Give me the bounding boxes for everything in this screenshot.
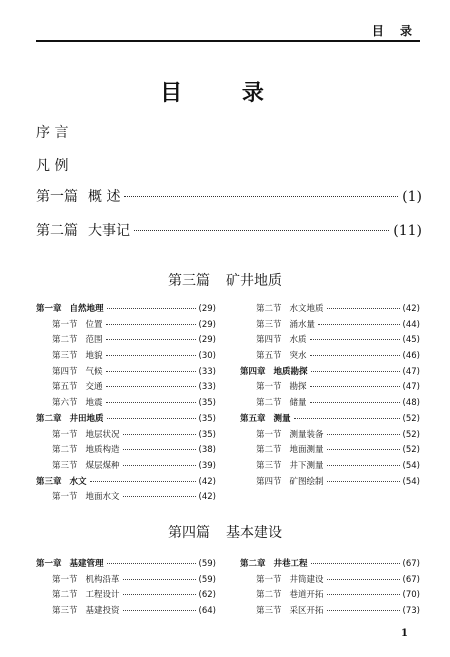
entry-page: (73) xyxy=(402,606,420,617)
entry-page: (52) xyxy=(402,429,420,440)
toc-section-row[interactable] xyxy=(240,459,420,475)
toc-section-row[interactable] xyxy=(240,604,420,620)
entry-label xyxy=(52,380,103,392)
page-number: 1 xyxy=(401,628,408,639)
entry-label: 序 言 xyxy=(36,125,69,141)
entry-number: 第二节 xyxy=(256,398,282,409)
entry-number: 第三节 xyxy=(256,606,282,617)
toc-section-row[interactable] xyxy=(36,318,216,334)
dot-leader xyxy=(123,434,196,435)
dot-leader xyxy=(123,594,196,595)
entry-label xyxy=(256,573,324,585)
dot-leader xyxy=(107,308,196,309)
entry-label xyxy=(52,573,120,585)
entry-label xyxy=(256,380,307,392)
toc-entry-preface[interactable] xyxy=(36,122,422,144)
toc-section-row[interactable] xyxy=(36,588,216,604)
entry-label xyxy=(256,443,324,455)
entry-number: 第二节 xyxy=(52,445,78,456)
entry-name: 地质勘探 xyxy=(273,366,308,377)
entry-label xyxy=(256,475,324,487)
dot-leader xyxy=(123,465,196,466)
toc-section-row[interactable] xyxy=(240,396,420,412)
entry-page: (67) xyxy=(402,574,420,585)
dot-leader xyxy=(107,418,196,419)
toc-section-row[interactable] xyxy=(36,443,216,459)
entry-label xyxy=(52,490,120,502)
entry-number: 第一章 xyxy=(36,304,62,314)
entry-name: 测量装备 xyxy=(289,429,324,440)
toc-chapter-row[interactable] xyxy=(240,365,420,381)
entry-name: 基建投资 xyxy=(85,606,120,617)
toc-section-row[interactable] xyxy=(240,349,420,365)
toc-section-row[interactable] xyxy=(36,380,216,396)
entry-number: 第四节 xyxy=(256,476,282,487)
entry-number: 第五节 xyxy=(256,351,282,362)
entry-number: 第一节 xyxy=(52,492,78,503)
entry-number: 第三节 xyxy=(256,460,282,471)
dot-leader xyxy=(327,481,400,482)
dot-leader xyxy=(90,481,196,482)
entry-page: (44) xyxy=(402,319,420,330)
dot-leader xyxy=(327,449,400,450)
entry-label xyxy=(240,365,308,377)
entry-page: (45) xyxy=(402,335,420,346)
header-title: 目 录 xyxy=(371,24,418,38)
entry-page: (62) xyxy=(198,590,216,601)
entry-label xyxy=(52,459,120,471)
entry-name: 交通 xyxy=(85,382,103,393)
entry-label xyxy=(52,588,120,600)
dot-leader xyxy=(318,324,400,325)
entry-number: 第三节 xyxy=(52,606,78,617)
entry-page: (30) xyxy=(198,351,216,362)
toc-section-row[interactable] xyxy=(240,443,420,459)
header-rule xyxy=(36,40,420,42)
dot-leader xyxy=(106,371,196,372)
entry-number: 第一节 xyxy=(52,429,78,440)
dot-leader xyxy=(106,339,196,340)
entry-label xyxy=(240,557,308,569)
dot-leader xyxy=(327,579,400,580)
dot-leader xyxy=(327,610,400,611)
entry-label xyxy=(36,302,104,314)
entry-name: 测量 xyxy=(273,413,291,424)
dot-leader xyxy=(106,355,196,356)
dot-leader xyxy=(310,339,400,340)
toc-section-row[interactable] xyxy=(240,475,420,491)
toc-section-row[interactable] xyxy=(36,428,216,444)
entry-name: 地貌 xyxy=(85,351,103,362)
entry-number: 第一节 xyxy=(256,382,282,393)
entry-name: 地面测量 xyxy=(289,445,324,456)
entry-label xyxy=(52,365,103,377)
entry-page: (29) xyxy=(198,319,216,330)
entry-number: 第一节 xyxy=(256,429,282,440)
entry-number: 第一章 xyxy=(36,559,62,569)
dot-leader xyxy=(327,594,400,595)
entry-page: (47) xyxy=(402,366,420,377)
entry-label xyxy=(256,459,324,471)
entry-page: (33) xyxy=(198,382,216,393)
entry-label: 凡 例 xyxy=(36,158,69,174)
part4-left-column xyxy=(36,557,216,620)
entry-name: 自然地理 xyxy=(69,304,104,314)
entry-page: (52) xyxy=(402,445,420,456)
entry-number: 第四节 xyxy=(52,366,78,377)
entry-number: 第三节 xyxy=(52,351,78,362)
part4-right-column xyxy=(240,557,420,620)
dot-leader xyxy=(124,196,398,197)
entry-page: (33) xyxy=(198,366,216,377)
dot-leader xyxy=(106,386,196,387)
entry-number: 第二节 xyxy=(52,590,78,601)
entry-label xyxy=(256,349,307,361)
entry-page: (52) xyxy=(402,413,420,424)
entry-name: 范围 xyxy=(85,335,103,346)
part3-right-column xyxy=(240,302,420,490)
toc-section-row[interactable] xyxy=(36,333,216,349)
part3-left-column xyxy=(36,302,216,506)
entry-name: 井田地质 xyxy=(69,413,104,424)
dot-leader xyxy=(134,230,389,231)
dot-leader xyxy=(327,434,400,435)
toc-chapter-row[interactable] xyxy=(36,302,216,318)
entry-label xyxy=(256,604,324,616)
entry-label xyxy=(256,302,324,314)
entry-label xyxy=(256,428,324,440)
dot-leader xyxy=(107,563,196,564)
toc-chapter-row[interactable] xyxy=(240,412,420,428)
running-header xyxy=(36,20,420,42)
toc-section-row[interactable] xyxy=(36,490,216,506)
entry-name: 矿图绘制 xyxy=(289,476,324,487)
entry-label xyxy=(52,428,120,440)
entry-page: (48) xyxy=(402,398,420,409)
dot-leader xyxy=(310,402,400,403)
toc-section-row[interactable] xyxy=(240,318,420,334)
toc-section-row[interactable] xyxy=(36,459,216,475)
entry-page: (42) xyxy=(198,492,216,503)
entry-name: 水文地质 xyxy=(289,304,324,314)
entry-label: 第二篇 大事记 xyxy=(36,223,130,239)
entry-number: 第三节 xyxy=(256,319,282,330)
entry-label: 第一篇 概 述 xyxy=(36,189,121,205)
dot-leader xyxy=(106,402,196,403)
entry-label xyxy=(36,412,104,424)
entry-page: (1) xyxy=(402,189,422,205)
entry-page: (59) xyxy=(198,574,216,585)
entry-page: (29) xyxy=(198,335,216,346)
dot-leader xyxy=(123,496,196,497)
entry-page: (35) xyxy=(198,413,216,424)
entry-page: (54) xyxy=(402,476,420,487)
entry-label xyxy=(52,318,103,330)
dot-leader xyxy=(327,465,400,466)
entry-page: (39) xyxy=(198,460,216,471)
entry-page: (38) xyxy=(198,445,216,456)
entry-page: (46) xyxy=(402,351,420,362)
entry-name: 气候 xyxy=(85,366,103,377)
toc-entry-part2[interactable] xyxy=(36,220,422,242)
entry-page: (67) xyxy=(402,559,420,569)
toc-section-row[interactable] xyxy=(240,573,420,589)
entry-label xyxy=(256,396,307,408)
entry-page: (42) xyxy=(402,304,420,314)
dot-leader xyxy=(311,563,400,564)
entry-name: 勘探 xyxy=(289,382,307,393)
dot-leader xyxy=(123,579,196,580)
entry-label xyxy=(52,443,120,455)
toc-chapter-row[interactable] xyxy=(36,557,216,573)
dot-leader xyxy=(310,355,400,356)
entry-name: 地震 xyxy=(85,398,103,409)
entry-label xyxy=(240,412,291,424)
entry-name: 井筒建设 xyxy=(289,574,324,585)
dot-leader xyxy=(123,610,196,611)
part4-title: 第四篇 基本建设 xyxy=(168,525,282,541)
entry-label xyxy=(52,333,103,345)
entry-name: 水文 xyxy=(69,476,87,487)
entry-number: 第四节 xyxy=(256,335,282,346)
entry-name: 井下测量 xyxy=(289,460,324,471)
entry-name: 水质 xyxy=(289,335,307,346)
entry-label xyxy=(256,588,324,600)
entry-number: 第五节 xyxy=(52,382,78,393)
entry-page: (35) xyxy=(198,398,216,409)
toc-section-row[interactable] xyxy=(36,365,216,381)
entry-label xyxy=(36,475,87,487)
entry-label xyxy=(256,333,307,345)
entry-label xyxy=(52,349,103,361)
toc-section-row[interactable] xyxy=(36,604,216,620)
entry-page: (42) xyxy=(198,476,216,487)
entry-name: 巷道开拓 xyxy=(289,590,324,601)
entry-number: 第五章 xyxy=(240,413,266,424)
entry-number: 第一节 xyxy=(52,319,78,330)
entry-name: 煤层煤种 xyxy=(85,460,120,471)
dot-leader xyxy=(327,308,400,309)
entry-label xyxy=(52,396,103,408)
entry-number: 第二节 xyxy=(52,335,78,346)
entry-name: 基建管理 xyxy=(69,559,104,569)
part3-title: 第三篇 矿井地质 xyxy=(168,273,282,289)
entry-number: 第二节 xyxy=(256,590,282,601)
entry-name: 地层状况 xyxy=(85,429,120,440)
entry-page: (64) xyxy=(198,606,216,617)
entry-page: (59) xyxy=(198,559,216,569)
toc-chapter-row[interactable] xyxy=(36,475,216,491)
entry-label xyxy=(36,557,104,569)
toc-section-row[interactable] xyxy=(240,302,420,318)
entry-number: 第二节 xyxy=(256,445,282,456)
entry-number: 第一节 xyxy=(52,574,78,585)
entry-number: 第二章 xyxy=(36,413,62,424)
dot-leader xyxy=(294,418,400,419)
entry-page: (70) xyxy=(402,590,420,601)
toc-section-row[interactable] xyxy=(240,588,420,604)
entry-name: 地面水文 xyxy=(85,492,120,503)
entry-name: 地质构造 xyxy=(85,445,120,456)
entry-number: 第一节 xyxy=(256,574,282,585)
entry-label xyxy=(256,318,315,330)
entry-page: (29) xyxy=(198,304,216,314)
dot-leader xyxy=(310,386,400,387)
dot-leader xyxy=(311,371,400,372)
toc-section-row[interactable] xyxy=(240,333,420,349)
toc-chapter-row[interactable] xyxy=(240,557,420,573)
entry-page: (54) xyxy=(402,460,420,471)
entry-number: 第二章 xyxy=(240,559,266,569)
entry-page: (11) xyxy=(393,223,422,239)
entry-name: 机构沿革 xyxy=(85,574,120,585)
entry-number: 第三节 xyxy=(52,460,78,471)
entry-page: (47) xyxy=(402,382,420,393)
page-title: 目 录 xyxy=(160,80,290,106)
entry-name: 涌水量 xyxy=(289,319,316,330)
entry-name: 位置 xyxy=(85,319,103,330)
entry-name: 突水 xyxy=(289,351,307,362)
toc-section-row[interactable] xyxy=(240,380,420,396)
entry-number: 第二节 xyxy=(256,304,282,314)
toc-section-row[interactable] xyxy=(240,428,420,444)
entry-name: 采区开拓 xyxy=(289,606,324,617)
entry-number: 第三章 xyxy=(36,476,62,487)
toc-section-row[interactable] xyxy=(36,349,216,365)
toc-section-row[interactable] xyxy=(36,573,216,589)
toc-section-row[interactable] xyxy=(36,396,216,412)
entry-label xyxy=(52,604,120,616)
entry-name: 井巷工程 xyxy=(273,559,308,569)
entry-number: 第四章 xyxy=(240,366,266,377)
toc-chapter-row[interactable] xyxy=(36,412,216,428)
dot-leader xyxy=(123,449,196,450)
dot-leader xyxy=(106,324,196,325)
entry-name: 工程设计 xyxy=(85,590,120,601)
entry-page: (35) xyxy=(198,429,216,440)
toc-entry-part1[interactable] xyxy=(36,186,422,208)
entry-name: 储量 xyxy=(289,398,307,409)
toc-entry-conventions[interactable] xyxy=(36,155,422,177)
entry-number: 第六节 xyxy=(52,398,78,409)
